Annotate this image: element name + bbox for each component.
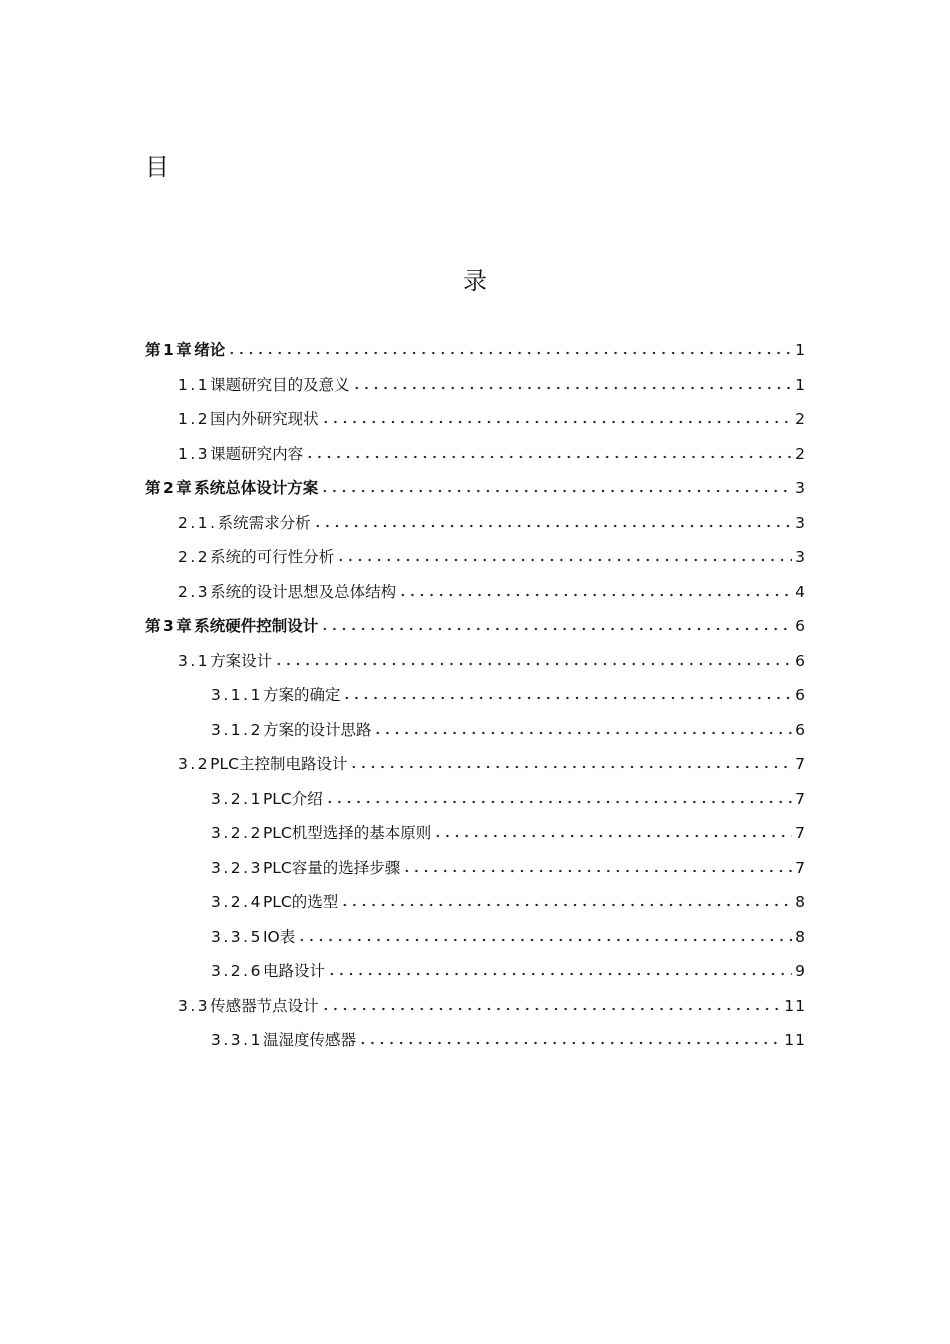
toc-entry-title: PLC的选型 <box>262 893 339 911</box>
toc-entry-number: 3.3 <box>178 996 211 1015</box>
toc-entry[interactable] <box>178 574 806 602</box>
toc-entry-title: PLC机型选择的基本原则 <box>262 824 432 842</box>
toc-entry-title: PLC主控制电路设计 <box>210 755 348 773</box>
toc-entry-number: 第3章 <box>145 617 195 635</box>
toc-entry-number: 3.1.2 <box>211 720 263 739</box>
toc-entry-number: 3.2.6 <box>211 962 263 980</box>
toc-entry-number: 3.2 <box>178 755 211 773</box>
toc-dot-leader <box>402 869 792 873</box>
toc-dot-leader <box>325 800 792 804</box>
toc-dot-leader <box>320 489 792 493</box>
toc-dot-leader <box>342 696 792 700</box>
toc-entry-title: 课题研究目的及意义 <box>210 375 350 394</box>
toc-dot-leader <box>373 731 792 735</box>
toc-entry-title: 系统的可行性分析 <box>210 548 335 566</box>
toc-dot-leader <box>327 972 792 976</box>
toc-entry[interactable] <box>178 746 806 774</box>
toc-entry[interactable] <box>211 712 806 740</box>
toc-entry-number: 1.3 <box>178 444 211 463</box>
toc-heading-char-1: 目 <box>145 153 169 181</box>
toc-entry-number: 3.3.5 <box>211 927 263 946</box>
toc-entry[interactable] <box>178 436 806 464</box>
toc-entry-title: 温湿度传感器 <box>262 1031 356 1049</box>
toc-entry[interactable] <box>178 539 806 567</box>
toc-entry-page-number: 6 <box>795 617 806 635</box>
toc-entry-page-number: 3 <box>795 548 806 566</box>
toc-entry-number: 第1章 <box>145 341 195 359</box>
toc-entry[interactable] <box>211 884 806 912</box>
toc-entry-number: 3.2.1 <box>211 789 263 808</box>
toc-heading-char-2: 录 <box>463 267 487 295</box>
toc-entry[interactable] <box>145 470 806 498</box>
toc-entry-page-number: 6 <box>795 686 806 704</box>
toc-entry-number: 3.3.1 <box>211 1031 263 1049</box>
toc-entry-title: 系统总体设计方案 <box>194 479 319 497</box>
toc-entry-number: 3.1.1 <box>211 686 263 704</box>
toc-entry-page-number: 6 <box>795 651 806 670</box>
toc-entry[interactable] <box>211 850 806 878</box>
toc-entry-title: 绪论 <box>194 341 226 359</box>
toc-dot-leader <box>321 1007 782 1011</box>
toc-entry-title: 系统需求分析 <box>217 513 311 532</box>
toc-entry-page-number: 3 <box>795 479 806 497</box>
toc-entry-title: IO表 <box>262 927 296 946</box>
toc-entry-page-number: 7 <box>795 755 806 773</box>
toc-entry-number: 3.2.3 <box>211 858 263 877</box>
toc-entry[interactable] <box>211 919 806 947</box>
toc-entry-page-number: 4 <box>795 582 806 601</box>
toc-entry-title: 传感器节点设计 <box>210 996 319 1015</box>
toc-entry-number: 第2章 <box>145 479 195 497</box>
toc-entry-page-number: 11 <box>784 1031 806 1049</box>
toc-entry-number: 3.2.4 <box>211 893 263 911</box>
toc-entry-number: 3.2.2 <box>211 824 263 842</box>
toc-entry[interactable] <box>211 815 806 843</box>
toc-entry[interactable] <box>178 367 806 395</box>
toc-entry[interactable] <box>211 677 806 705</box>
toc-entry-number: 1.1 <box>178 375 211 394</box>
toc-entry-page-number: 2 <box>795 410 806 428</box>
toc-entry-page-number: 11 <box>784 996 806 1015</box>
toc-dot-leader <box>433 834 792 838</box>
toc-entry-title: PLC介绍 <box>262 789 323 808</box>
toc-entry-title: 系统硬件控制设计 <box>194 617 319 635</box>
toc-entry[interactable] <box>178 643 806 671</box>
toc-dot-leader <box>321 420 792 424</box>
toc-dot-leader <box>340 903 792 907</box>
toc-entry[interactable] <box>178 505 806 533</box>
toc-entry-number: 3.1 <box>178 651 211 670</box>
toc-entry-page-number: 7 <box>795 824 806 842</box>
toc-dot-leader <box>227 351 792 355</box>
toc-dot-leader <box>297 938 792 942</box>
toc-entry[interactable] <box>145 608 806 636</box>
toc-entry-title: 方案的设计思路 <box>262 720 372 739</box>
toc-entry-page-number: 8 <box>795 893 806 911</box>
toc-dot-leader <box>336 558 792 562</box>
toc-entry[interactable] <box>178 988 806 1016</box>
toc-entry-title: 电路设计 <box>262 962 325 980</box>
toc-entry-number: 1.2 <box>178 410 211 428</box>
toc-entry[interactable] <box>211 1022 806 1050</box>
toc-entry-page-number: 7 <box>795 858 806 877</box>
toc-entry-page-number: 2 <box>795 444 806 463</box>
toc-entry-number: 2.1. <box>178 513 218 532</box>
toc-entry-number: 2.3 <box>178 582 211 601</box>
toc-dot-leader <box>313 524 793 528</box>
toc-entry-number: 2.2 <box>178 548 211 566</box>
toc-entry-page-number: 3 <box>795 513 806 532</box>
toc-entry[interactable] <box>178 401 806 429</box>
toc-entry-title: 课题研究内容 <box>210 444 304 463</box>
toc-entry-title: PLC容量的选择步骤 <box>262 858 401 877</box>
toc-entry[interactable] <box>211 953 806 981</box>
toc-dot-leader <box>305 455 792 459</box>
toc-dot-leader <box>398 593 792 597</box>
toc-entry-title: 国内外研究现状 <box>210 410 319 428</box>
toc-entry[interactable] <box>211 781 806 809</box>
toc-entry-page-number: 7 <box>795 789 806 808</box>
toc-entry[interactable] <box>145 332 806 360</box>
toc-dot-leader <box>358 1041 781 1045</box>
toc-dot-leader <box>349 765 792 769</box>
toc-dot-leader <box>352 386 792 390</box>
toc-entry-title: 方案设计 <box>210 651 273 670</box>
toc-dot-leader <box>274 662 792 666</box>
toc-dot-leader <box>320 627 792 631</box>
toc-entry-page-number: 9 <box>795 962 806 980</box>
toc-entry-title: 方案的确定 <box>262 686 341 704</box>
toc-entry-page-number: 6 <box>795 720 806 739</box>
toc-entry-page-number: 1 <box>795 375 806 394</box>
toc-entry-title: 系统的设计思想及总体结构 <box>210 582 397 601</box>
toc-entry-page-number: 1 <box>795 341 806 359</box>
toc-entry-page-number: 8 <box>795 927 806 946</box>
